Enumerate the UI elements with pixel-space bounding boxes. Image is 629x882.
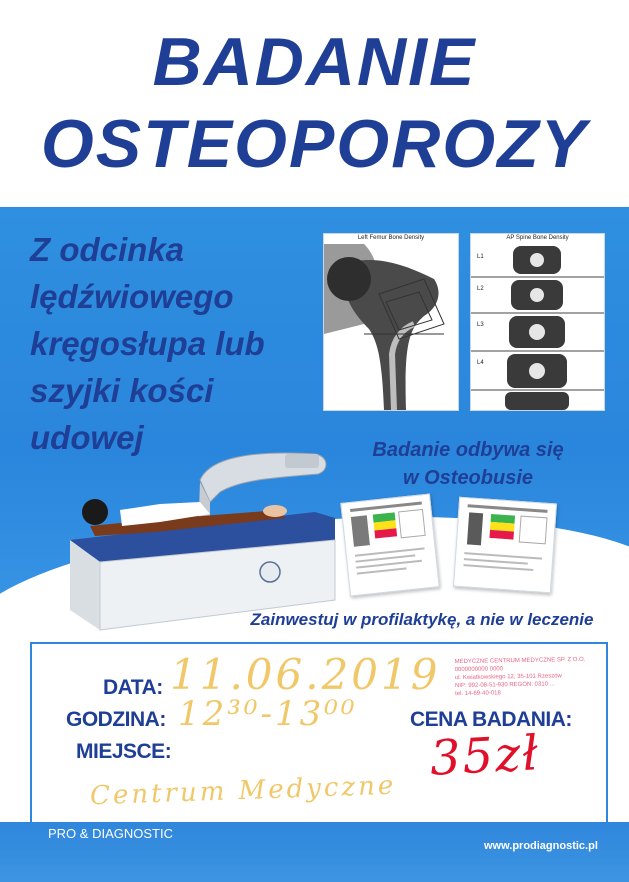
website-url: www.prodiagnostic.pl — [484, 840, 598, 852]
femur-xray-caption: Left Femur Bone Density — [357, 235, 425, 241]
spine-level-label: L2 — [477, 286, 484, 292]
page-title-line-2: OSTEOPOROZY — [40, 106, 589, 182]
spine-level-label: L4 — [477, 360, 484, 366]
stamp-line: MEDYCZNE CENTRUM MEDYCZNE SP. Z O.O. — [454, 656, 586, 666]
spine-xray-caption: AP Spine Bone Density — [506, 235, 569, 241]
osteobus-line: Badanie odbywa się — [372, 439, 564, 461]
osteobus-note — [340, 436, 596, 492]
spine-level-label: L1 — [477, 254, 484, 260]
stamp-line: NIP: 992-08-51-930 REGON: 0310 ... — [454, 681, 555, 690]
price-label: CENA BADANIA: — [410, 708, 572, 731]
stamp-line: ul. Kwiatkowskiego 12, 35-101 Rzeszów — [454, 673, 562, 682]
lead-line: kręgosłupa lub — [30, 325, 265, 362]
price-value: 35zł — [428, 725, 542, 787]
date-label: DATA: — [103, 676, 163, 699]
spine-xray-image — [470, 233, 605, 411]
date-value: 11.06.2019 — [170, 650, 441, 699]
slogan: Zainwestuj w profilaktykę, a nie w leczenie — [250, 610, 594, 629]
femur-xray-image — [323, 233, 459, 411]
sample-report-image — [453, 497, 557, 594]
osteobus-line: w Osteobusie — [402, 467, 534, 489]
stamp-line: 0000000000 0000 — [454, 666, 504, 674]
time-label: GODZINA: — [66, 708, 166, 731]
lead-line: udowej — [30, 419, 144, 456]
page-title-line-1: BADANIE — [152, 24, 477, 100]
spine-level-label: L3 — [477, 322, 484, 328]
place-value: Centrum Medyczne — [89, 770, 397, 812]
time-value: 12³⁰-13⁰⁰ — [178, 694, 358, 734]
brand-name: PRO & DIAGNOSTIC — [48, 826, 173, 841]
company-stamp — [454, 656, 585, 718]
femur-xray-graphic — [324, 234, 458, 410]
lead-text — [30, 226, 330, 461]
place-label: MIEJSCE: — [76, 740, 172, 763]
stamp-line: tel. 14-69-40-018 — [455, 690, 501, 698]
lead-line: Z odcinka — [30, 231, 185, 268]
sample-report-image — [340, 494, 439, 597]
lead-line: lędźwiowego — [30, 278, 234, 315]
lead-line: szyjki kości — [30, 372, 214, 409]
spine-xray-graphic — [471, 234, 604, 410]
